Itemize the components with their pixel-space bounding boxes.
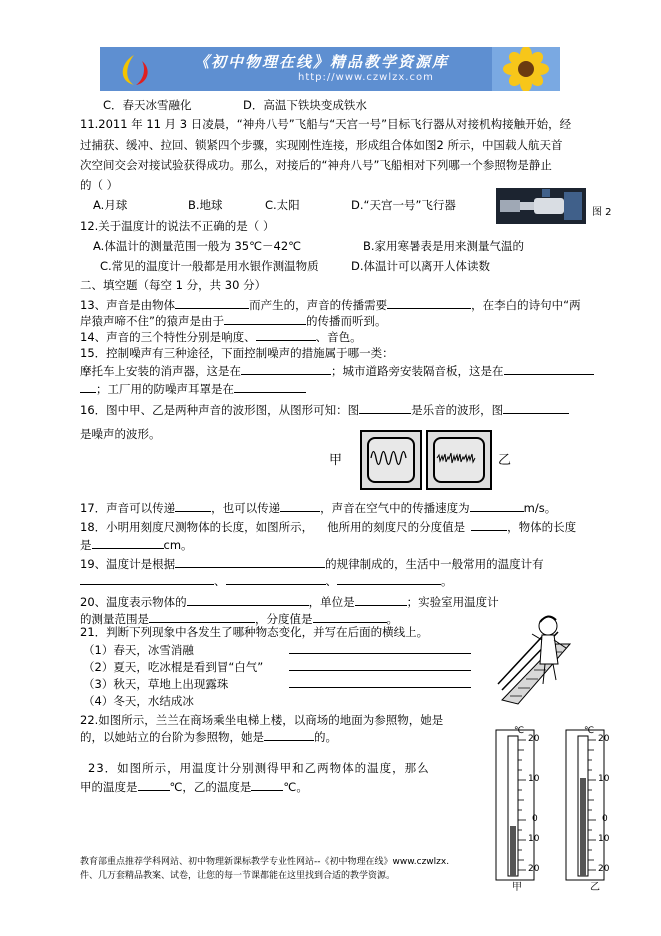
section-fill-in-title: 二、填空题（每空 1 分，共 30 分） — [80, 278, 267, 292]
answer-blank[interactable] — [289, 687, 471, 688]
q11-line-2: 过捕获、缓冲、拉回、锁紧四个步骤，实现刚性连接，形成组合体如图2 所示，中国载人航天首 — [80, 138, 563, 152]
answer-blank[interactable] — [337, 572, 441, 585]
escalator-girl-image — [496, 604, 592, 714]
answer-blank[interactable] — [241, 362, 331, 375]
q20-line-2: 的测量范围是 ，分度值是 。 — [80, 612, 398, 626]
banner-title: 《初中物理在线》精品教学资源库 — [194, 53, 450, 71]
q21-item-2: （2）夏天，吃冰棍是看到冒“白气” — [83, 660, 264, 674]
q11-figure-label: 图 2 — [592, 207, 612, 218]
q11-line-1: 11.2011 年 11 月 3 日凌晨，“神舟八号”飞船与“天宫一号”目标飞行器从对接机构接触开始，经 — [80, 117, 572, 131]
q20-line-1: 20、温度表示物体的 ，单位是 ；实验室用温度计 — [80, 595, 499, 609]
q18-line-1: 18．小明用刻度尺测物体的长度，如图所示， 他所用的刻度尺的分度值是 ，物体的长度 — [80, 520, 577, 534]
answer-blank[interactable] — [175, 499, 211, 512]
answer-blank[interactable] — [92, 536, 164, 549]
q18-line-2: 是 cm。 — [80, 538, 193, 552]
q19-line-2: 、 、 。 — [80, 572, 453, 589]
q16-line-2: 是噪声的波形。 — [80, 427, 161, 441]
answer-blank[interactable] — [175, 296, 249, 309]
answer-blank[interactable] — [175, 555, 325, 568]
thermometer-yi-label: 乙 — [590, 882, 600, 893]
q17-line: 17．声音可以传递 ，也可以传递 ，声音在空气中的传播速度为 m/s。 — [80, 501, 557, 515]
answer-blank[interactable] — [226, 572, 326, 585]
waveform-jia-screen — [360, 430, 422, 490]
answer-blank[interactable] — [138, 778, 170, 791]
q21-item-1: （1）春天，冰雪消融 — [83, 643, 194, 657]
q15-line-3: ；工厂用的防噪声耳罩是在 — [80, 380, 306, 397]
answer-blank[interactable] — [251, 778, 283, 791]
q13-line-2: 岸猿声啼不住”的猿声是由于 的传播而听到。 — [80, 314, 387, 328]
q12-option-b: B.家用寒暑表是用来测量气温的 — [363, 239, 525, 253]
answer-blank[interactable] — [256, 328, 316, 341]
waveform-jia-label: 甲 — [329, 453, 343, 468]
answer-blank[interactable] — [387, 296, 471, 309]
q11-option-b: B.地球 — [188, 198, 223, 212]
q12-option-a: A.体温计的测量范围一般为 35℃－42℃ — [93, 239, 302, 253]
q11-option-d: D.“天宫一号”飞行器 — [351, 198, 456, 212]
answer-blank[interactable] — [234, 380, 306, 393]
q11-option-a: A.月球 — [93, 198, 128, 212]
answer-blank[interactable] — [149, 610, 255, 623]
q22-line-1: 22.如图所示，兰兰在商场乘坐电梯上楼，以商场的地面为参照物，她是 — [80, 713, 444, 727]
q23-line-1: 23．如图所示，用温度计分别测得甲和乙两物体的温度，那么 — [88, 761, 430, 775]
waveform-yi-screen — [426, 430, 492, 490]
answer-blank[interactable] — [289, 653, 471, 654]
q14-line: 14、声音的三个特性分别是响度、 、音色。 — [80, 330, 362, 344]
waveform-yi-label: 乙 — [498, 453, 512, 468]
thermometer-yi: ℃ 20 10 0 10 20 — [562, 724, 618, 884]
answer-blank[interactable] — [313, 610, 387, 623]
q13-line-1: 13、声音是由物体 而产生的，声音的传播需要 ，在李白的诗句中“两 — [80, 298, 581, 312]
musical-wave-icon — [369, 439, 409, 477]
answer-blank[interactable] — [187, 593, 309, 606]
q11-line-4: 的（ ） — [80, 178, 119, 192]
q11-option-c: C.太阳 — [265, 198, 300, 212]
q12-option-c: C.常见的温度计一般都是用水银作测温物质 — [100, 259, 319, 273]
answer-blank[interactable] — [471, 518, 507, 531]
spacecraft-docking-image — [496, 188, 586, 224]
q19-line-1: 19、温度计是根据 的规律制成的，生活中一般常用的温度计有 — [80, 557, 544, 571]
footer-line-1: 教育部重点推荐学科网站、初中物理新课标教学专业性网站--《初中物理在线》www.czwlzx. — [80, 857, 450, 867]
answer-blank[interactable] — [359, 401, 411, 414]
q21-stem: 21．判断下列现象中各发生了哪种物态变化，并写在后面的横线上。 — [80, 625, 429, 639]
answer-blank[interactable] — [355, 593, 407, 606]
header-banner — [100, 47, 560, 91]
answer-blank[interactable] — [503, 401, 569, 414]
q15-line-1: 15．控制噪声有三种途径，下面控制噪声的措施属于哪一类： — [80, 346, 394, 360]
thermometer-jia: ℃ 20 10 0 10 20 — [492, 724, 548, 884]
answer-blank[interactable] — [80, 572, 214, 585]
thermometer-jia-label: 甲 — [512, 882, 522, 893]
answer-blank[interactable] — [289, 670, 471, 671]
q21-item-4: （4）冬天，水结成冰 — [83, 694, 194, 708]
sunflower-icon — [492, 47, 560, 91]
q21-item-3: （3）秋天，草地上出现露珠 — [83, 677, 229, 691]
thermometer-jia-icon — [492, 724, 548, 884]
banner-url: http://www.czwlzx.com — [298, 72, 434, 83]
q10-option-d: D．高温下铁块变成铁水 — [243, 98, 367, 112]
q11-line-3: 次空间交会对接试验获得成功。那么，对接后的“神舟八号”飞船相对下列哪一个参照物是静止 — [80, 158, 552, 172]
q15-line-2: 摩托车上安装的消声器，这是在 ；城市道路旁安装隔音板，这是在 — [80, 362, 594, 379]
site-logo-icon — [112, 51, 156, 89]
q23-line-2: 甲的温度是 ℃，乙的温度是 ℃。 — [80, 780, 308, 794]
answer-blank[interactable] — [280, 499, 320, 512]
footer-line-2: 件、几万套精品教案、试卷，让您的每一节课都能在这里找到合适的教学资源。 — [80, 871, 396, 881]
q10-option-c: C．春天冰雪融化 — [103, 98, 192, 112]
q22-line-2: 的，以她站立的台阶为参照物，她是 的。 — [80, 730, 337, 744]
thermometer-yi-icon — [562, 724, 618, 884]
answer-blank[interactable] — [80, 380, 96, 393]
q16-line-1: 16．图中甲、乙是两种声音的波形图，从图形可知：图 是乐音的波形，图 — [80, 401, 569, 418]
q12-stem: 12.关于温度计的说法不正确的是（ ） — [80, 219, 275, 233]
answer-blank[interactable] — [224, 312, 306, 325]
q12-option-d: D.体温计可以离开人体读数 — [351, 259, 491, 273]
answer-blank[interactable] — [504, 362, 594, 375]
noise-wave-icon — [435, 439, 479, 477]
answer-blank[interactable] — [264, 728, 314, 741]
answer-blank[interactable] — [470, 499, 524, 512]
